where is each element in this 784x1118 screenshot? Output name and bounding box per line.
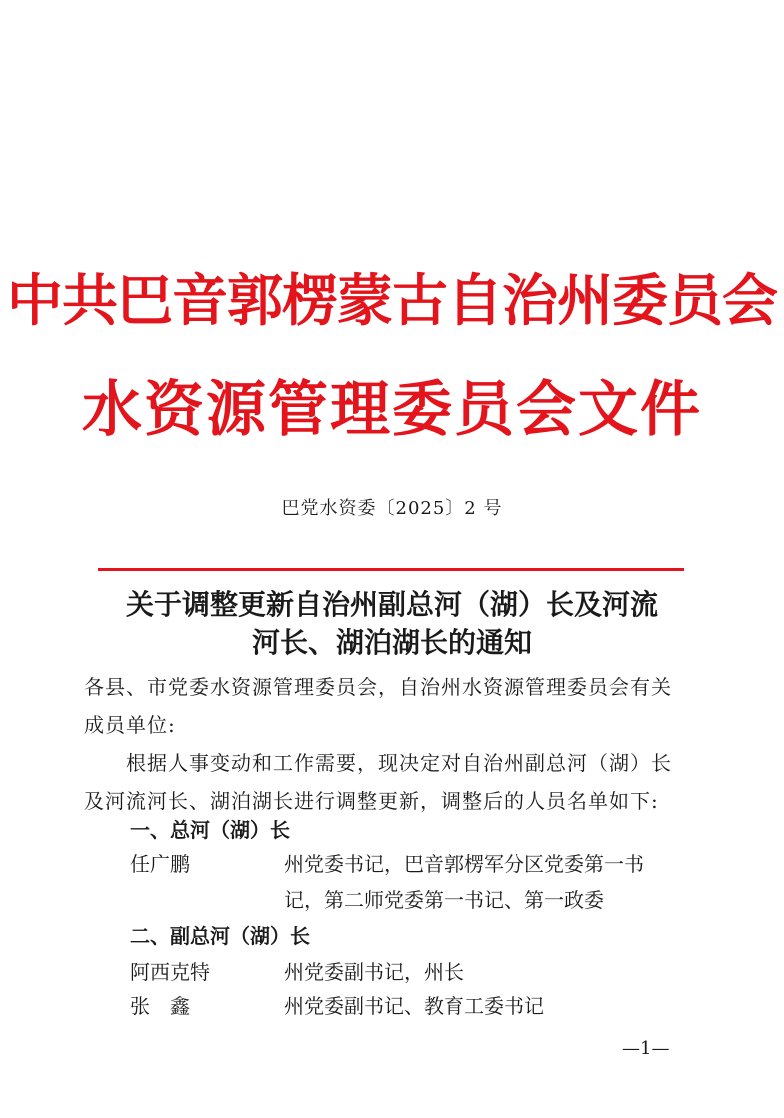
addressee-line2: 成员单位: [84,713,176,737]
document-number: 巴党水资委〔2025〕2 号 [281,498,503,519]
red-divider-line [98,568,684,571]
person-name: 张 鑫 [130,994,190,1018]
issuer-title-line2: 水资源管理委员会文件 [82,375,702,445]
person-role-line: 州党委书记，巴音郭楞军分区党委第一书 [284,852,644,876]
subject-title-line2: 河长、湖泊湖长的通知 [251,626,532,659]
section-heading-chief: 一、总河（湖）长 [130,818,290,842]
paragraph-line2: 及河流河长、湖泊湖长进行调整更新，调整后的人员名单如下: [84,789,659,813]
person-role-line: 州党委副书记、教育工委书记 [284,994,544,1018]
subject-title-line1: 关于调整更新自治州副总河（湖）长及河流 [125,588,658,621]
issuer-title-line1: 中共巴音郭楞蒙古自治州委员会 [7,269,777,334]
person-role-line: 州党委副书记，州长 [284,960,464,984]
addressee-line1: 各县、市党委水资源管理委员会，自治州水资源管理委员会有关 [84,675,672,699]
person-role-line: 记，第二师党委第一书记、第一政委 [284,888,604,912]
person-name: 任广鹏 [130,852,190,876]
person-name: 阿西克特 [130,960,210,984]
paragraph-line1: 根据人事变动和工作需要，现决定对自治州副总河（湖）长 [126,751,672,775]
page-number: —1— [622,1038,670,1059]
section-heading-deputy: 二、副总河（湖）长 [130,924,310,948]
